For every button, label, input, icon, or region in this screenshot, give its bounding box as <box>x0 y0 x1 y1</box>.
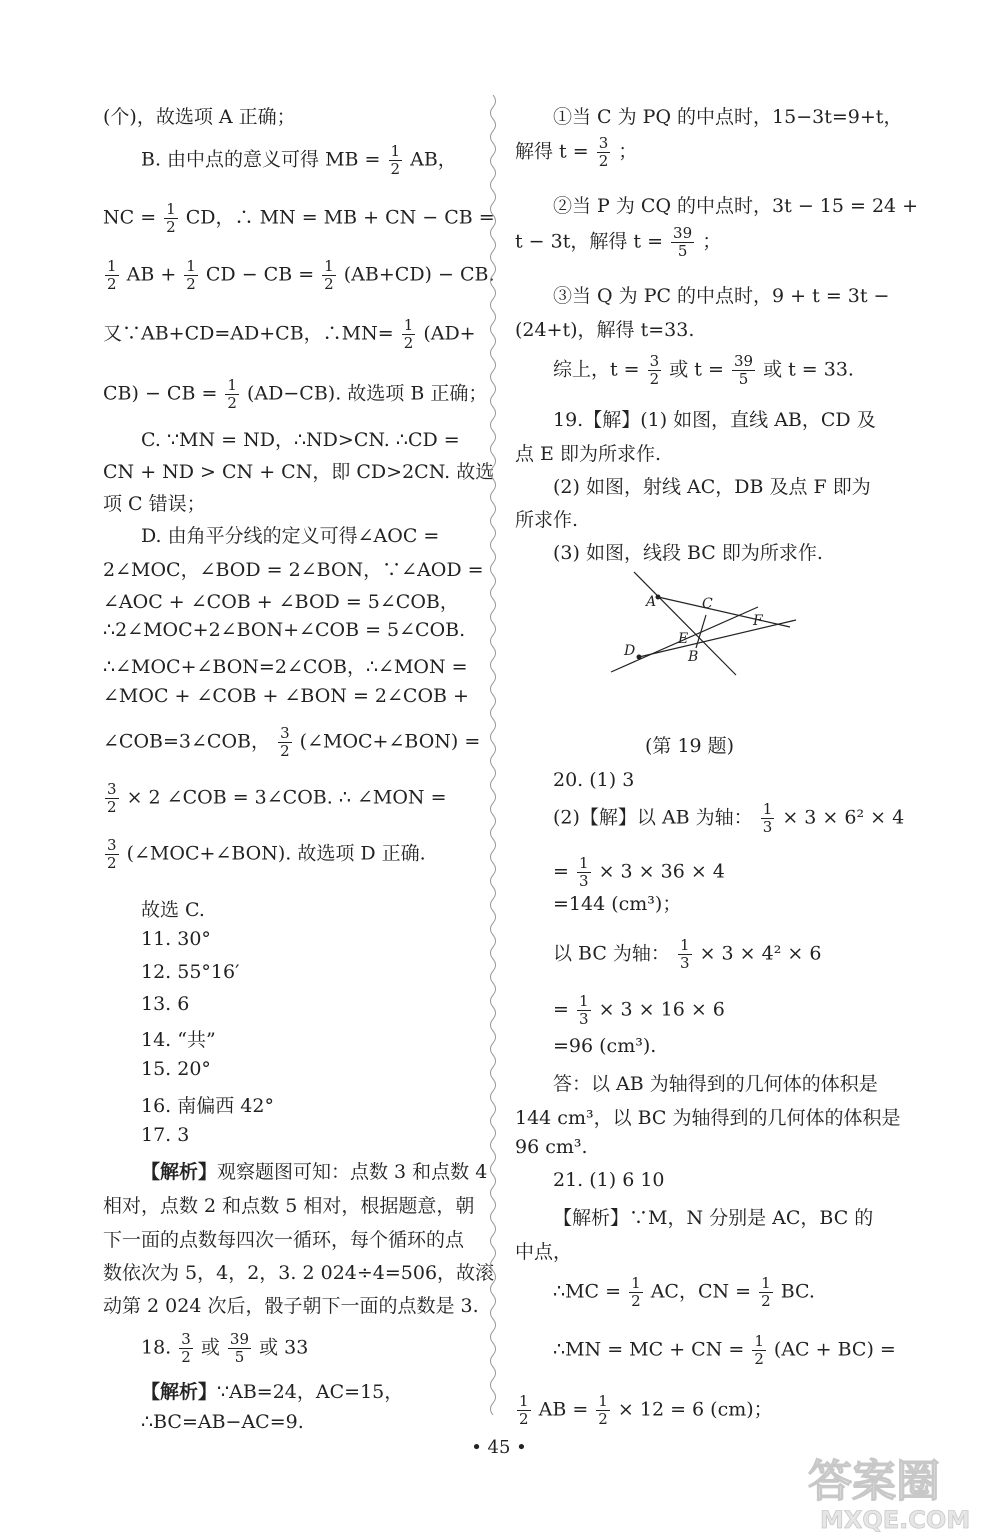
answer-17: 17. 3 <box>141 1124 190 1146</box>
text-line: CN + ND > CN + CN，即 CD>2CN. 故选 <box>103 461 495 483</box>
text-line: NC = $\frac{1}{2}$ CD，∴ MN = MB + CN − CB = <box>103 200 495 236</box>
text-line: 所求作. <box>515 509 579 531</box>
text-line: CB) − CB = $\frac{1}{2}$ (AD−CB). 故选项 B 正确； <box>103 376 488 412</box>
text-line: (24+t)，解得 t=33. <box>515 319 695 341</box>
fraction: $\frac{1}{2}$ <box>631 1274 641 1310</box>
fraction: $\frac{1}{2}$ <box>403 316 414 352</box>
text-line: =144 (cm³)； <box>553 893 682 915</box>
text-line: (2)【解】以 AB 为轴： $\frac{1}{3}$ × 3 × 6² × 4 <box>553 800 905 836</box>
text-line: 2∠MOC，∠BOD = 2∠BON，∵∠AOD = <box>103 559 484 581</box>
answer-15: 15. 20° <box>141 1058 211 1080</box>
fraction: $\frac{1}{2}$ <box>107 257 117 293</box>
fraction: $\frac{1}{3}$ <box>578 992 589 1028</box>
svg-text:MXQE.COM: MXQE.COM <box>820 1506 971 1534</box>
text-line: 动第 2 024 次后，骰子朝下一面的点数是 3. <box>103 1295 479 1317</box>
fraction: $\frac{1}{2}$ <box>598 1392 608 1428</box>
fraction: $\frac{3}{2}$ <box>181 1330 191 1366</box>
text-line: ∴BC=AB−AC=9. <box>141 1411 304 1433</box>
text-line: ②当 P 为 CQ 的中点时，3t − 15 = 24 + <box>553 195 919 217</box>
text-line: 中点， <box>515 1241 573 1263</box>
fraction: $\frac{3}{2}$ <box>107 780 117 816</box>
text-line: 综上，t = $\frac{3}{2}$ 或 t = $\frac{39}{5}$ 或 t = 33. <box>553 352 854 388</box>
fraction: $\frac{1}{3}$ <box>578 854 589 890</box>
fraction: $\frac{3}{2}$ <box>107 836 117 872</box>
geometry-figure <box>606 565 806 680</box>
fraction: $\frac{1}{2}$ <box>227 376 237 412</box>
text-line: =96 (cm³). <box>553 1035 657 1057</box>
text-line: 相对，点数 2 和点数 5 相对，根据题意，朝 <box>103 1195 475 1217</box>
text-line: B. 由中点的意义可得 MB = $\frac{1}{2}$ AB， <box>141 142 457 178</box>
text-line: ∠AOC + ∠COB + ∠BOD = 5∠COB， <box>103 591 459 613</box>
text-line: 数依次为 5，4，2，3. 2 024÷4=506，故滚 <box>103 1262 495 1284</box>
text-line: $\frac{1}{2}$ AB = $\frac{1}{2}$ × 12 = 6 (cm)； <box>519 1392 773 1428</box>
label-b: B <box>688 649 699 665</box>
text-line: C. ∵MN = ND，∴ND>CN. ∴CD = <box>141 429 460 451</box>
fraction: $\frac{1}{2}$ <box>761 1274 771 1310</box>
text-line: $\frac{1}{2}$ AB + $\frac{1}{2}$ CD − CB = $\frac{1}{2}$ (AB+CD) − CB. <box>107 257 495 293</box>
page-number: • 45 • <box>471 1437 527 1458</box>
text-line: $\frac{3}{2}$ (∠MOC+∠BON). 故选项 D 正确. <box>107 836 426 872</box>
label-c: C <box>702 596 713 612</box>
fraction: $\frac{3}{2}$ <box>280 724 290 760</box>
text-line: ∠COB=3∠COB， $\frac{3}{2}$ (∠MOC+∠BON) = <box>103 724 481 760</box>
text-line: 解得 t = $\frac{3}{2}$ ； <box>515 134 638 170</box>
text-line: 【解析】∵AB=24，AC=15， <box>141 1381 404 1403</box>
fraction: $\frac{1}{2}$ <box>519 1392 529 1428</box>
label-e: E <box>678 631 689 647</box>
fraction: $\frac{1}{2}$ <box>390 142 401 178</box>
text-line: (2) 如图，射线 AC，DB 及点 F 即为 <box>553 476 871 498</box>
fraction: $\frac{1}{2}$ <box>324 257 334 293</box>
text-line: 故选 C. <box>141 899 205 921</box>
text-line: ③当 Q 为 PC 的中点时，9 + t = 3t − <box>553 285 890 307</box>
text-line: ①当 C 为 PQ 的中点时，15−3t=9+t， <box>553 106 903 128</box>
fraction: $\frac{1}{2}$ <box>186 257 196 293</box>
point-a <box>656 595 661 600</box>
svg-text:答案圈: 答案圈 <box>808 1456 940 1507</box>
text-line: 【解析】观察题图可知：点数 3 和点数 4 <box>141 1161 488 1183</box>
answer-14: 14. “共” <box>141 1029 216 1051</box>
figure-caption: (第 19 题) <box>645 735 735 757</box>
text-line: ∴MC = $\frac{1}{2}$ AC，CN = $\frac{1}{2}$ BC. <box>553 1274 815 1310</box>
watermark <box>798 1436 988 1536</box>
text-line: t − 3t，解得 t = $\frac{39}{5}$ ； <box>515 224 722 260</box>
text-line: 96 cm³. <box>515 1136 588 1158</box>
answer-13: 13. 6 <box>141 993 190 1015</box>
answer-21: 21. (1) 6 10 <box>553 1169 665 1191</box>
text-line: = $\frac{1}{3}$ × 3 × 36 × 4 <box>553 854 725 890</box>
label-a: A <box>646 594 657 610</box>
fraction: $\frac{3}{2}$ <box>649 352 660 388</box>
text-line: ∠MOC + ∠COB + ∠BON = 2∠COB + <box>103 685 469 707</box>
fraction: $\frac{1}{2}$ <box>754 1332 764 1368</box>
text-line: 【解析】∵M，N 分别是 AC，BC 的 <box>553 1207 874 1229</box>
text-line: 下一面的点数每四次一循环，每个循环的点 <box>103 1229 465 1251</box>
text-line: 又∵AB+CD=AD+CB，∴MN= $\frac{1}{2}$ (AD+ <box>103 316 476 352</box>
fraction: $\frac{3}{2}$ <box>598 134 609 170</box>
label-d: D <box>624 643 636 659</box>
text-line: 以 BC 为轴： $\frac{1}{3}$ × 3 × 4² × 6 <box>553 936 822 972</box>
fraction: $\frac{1}{3}$ <box>762 800 773 836</box>
fraction: $\frac{39}{5}$ <box>229 1330 250 1366</box>
text-line: 点 E 即为所求作. <box>515 443 661 465</box>
column-divider <box>486 95 500 1415</box>
answer-16: 16. 南偏西 42° <box>141 1095 274 1117</box>
fraction: $\frac{1}{3}$ <box>679 936 690 972</box>
text-line: ∴2∠MOC+2∠BON+∠COB = 5∠COB. <box>103 619 466 641</box>
text-line: 144 cm³，以 BC 为轴得到的几何体的体积是 <box>515 1107 901 1129</box>
label-f: F <box>753 613 763 629</box>
point-d <box>637 655 642 660</box>
text-line: (个)，故选项 A 正确； <box>103 106 296 128</box>
fraction: $\frac{39}{5}$ <box>733 352 754 388</box>
answer-12: 12. 55°16′ <box>141 961 240 983</box>
answer-18: 18. $\frac{3}{2}$ 或 $\frac{39}{5}$ 或 33 <box>141 1330 309 1366</box>
text-line: 答：以 AB 为轴得到的几何体的体积是 <box>553 1073 878 1095</box>
text-line: $\frac{3}{2}$ × 2 ∠COB = 3∠COB. ∴ ∠MON = <box>107 780 447 816</box>
text-line: (3) 如图，线段 BC 即为所求作. <box>553 542 823 564</box>
text-line: ∴∠MOC+∠BON=2∠COB，∴∠MON = <box>103 656 468 678</box>
text-line: = $\frac{1}{3}$ × 3 × 16 × 6 <box>553 992 725 1028</box>
text-line: 19.【解】(1) 如图，直线 AB，CD 及 <box>553 409 876 431</box>
fraction: $\frac{1}{2}$ <box>166 200 176 236</box>
text-line: D. 由角平分线的定义可得∠AOC = <box>141 525 440 547</box>
fraction: $\frac{39}{5}$ <box>673 224 693 260</box>
answer-20: 20. (1) 3 <box>553 769 635 791</box>
answer-11: 11. 30° <box>141 928 211 950</box>
text-line: ∴MN = MC + CN = $\frac{1}{2}$ (AC + BC) = <box>553 1332 896 1368</box>
text-line: 项 C 错误； <box>103 493 206 515</box>
